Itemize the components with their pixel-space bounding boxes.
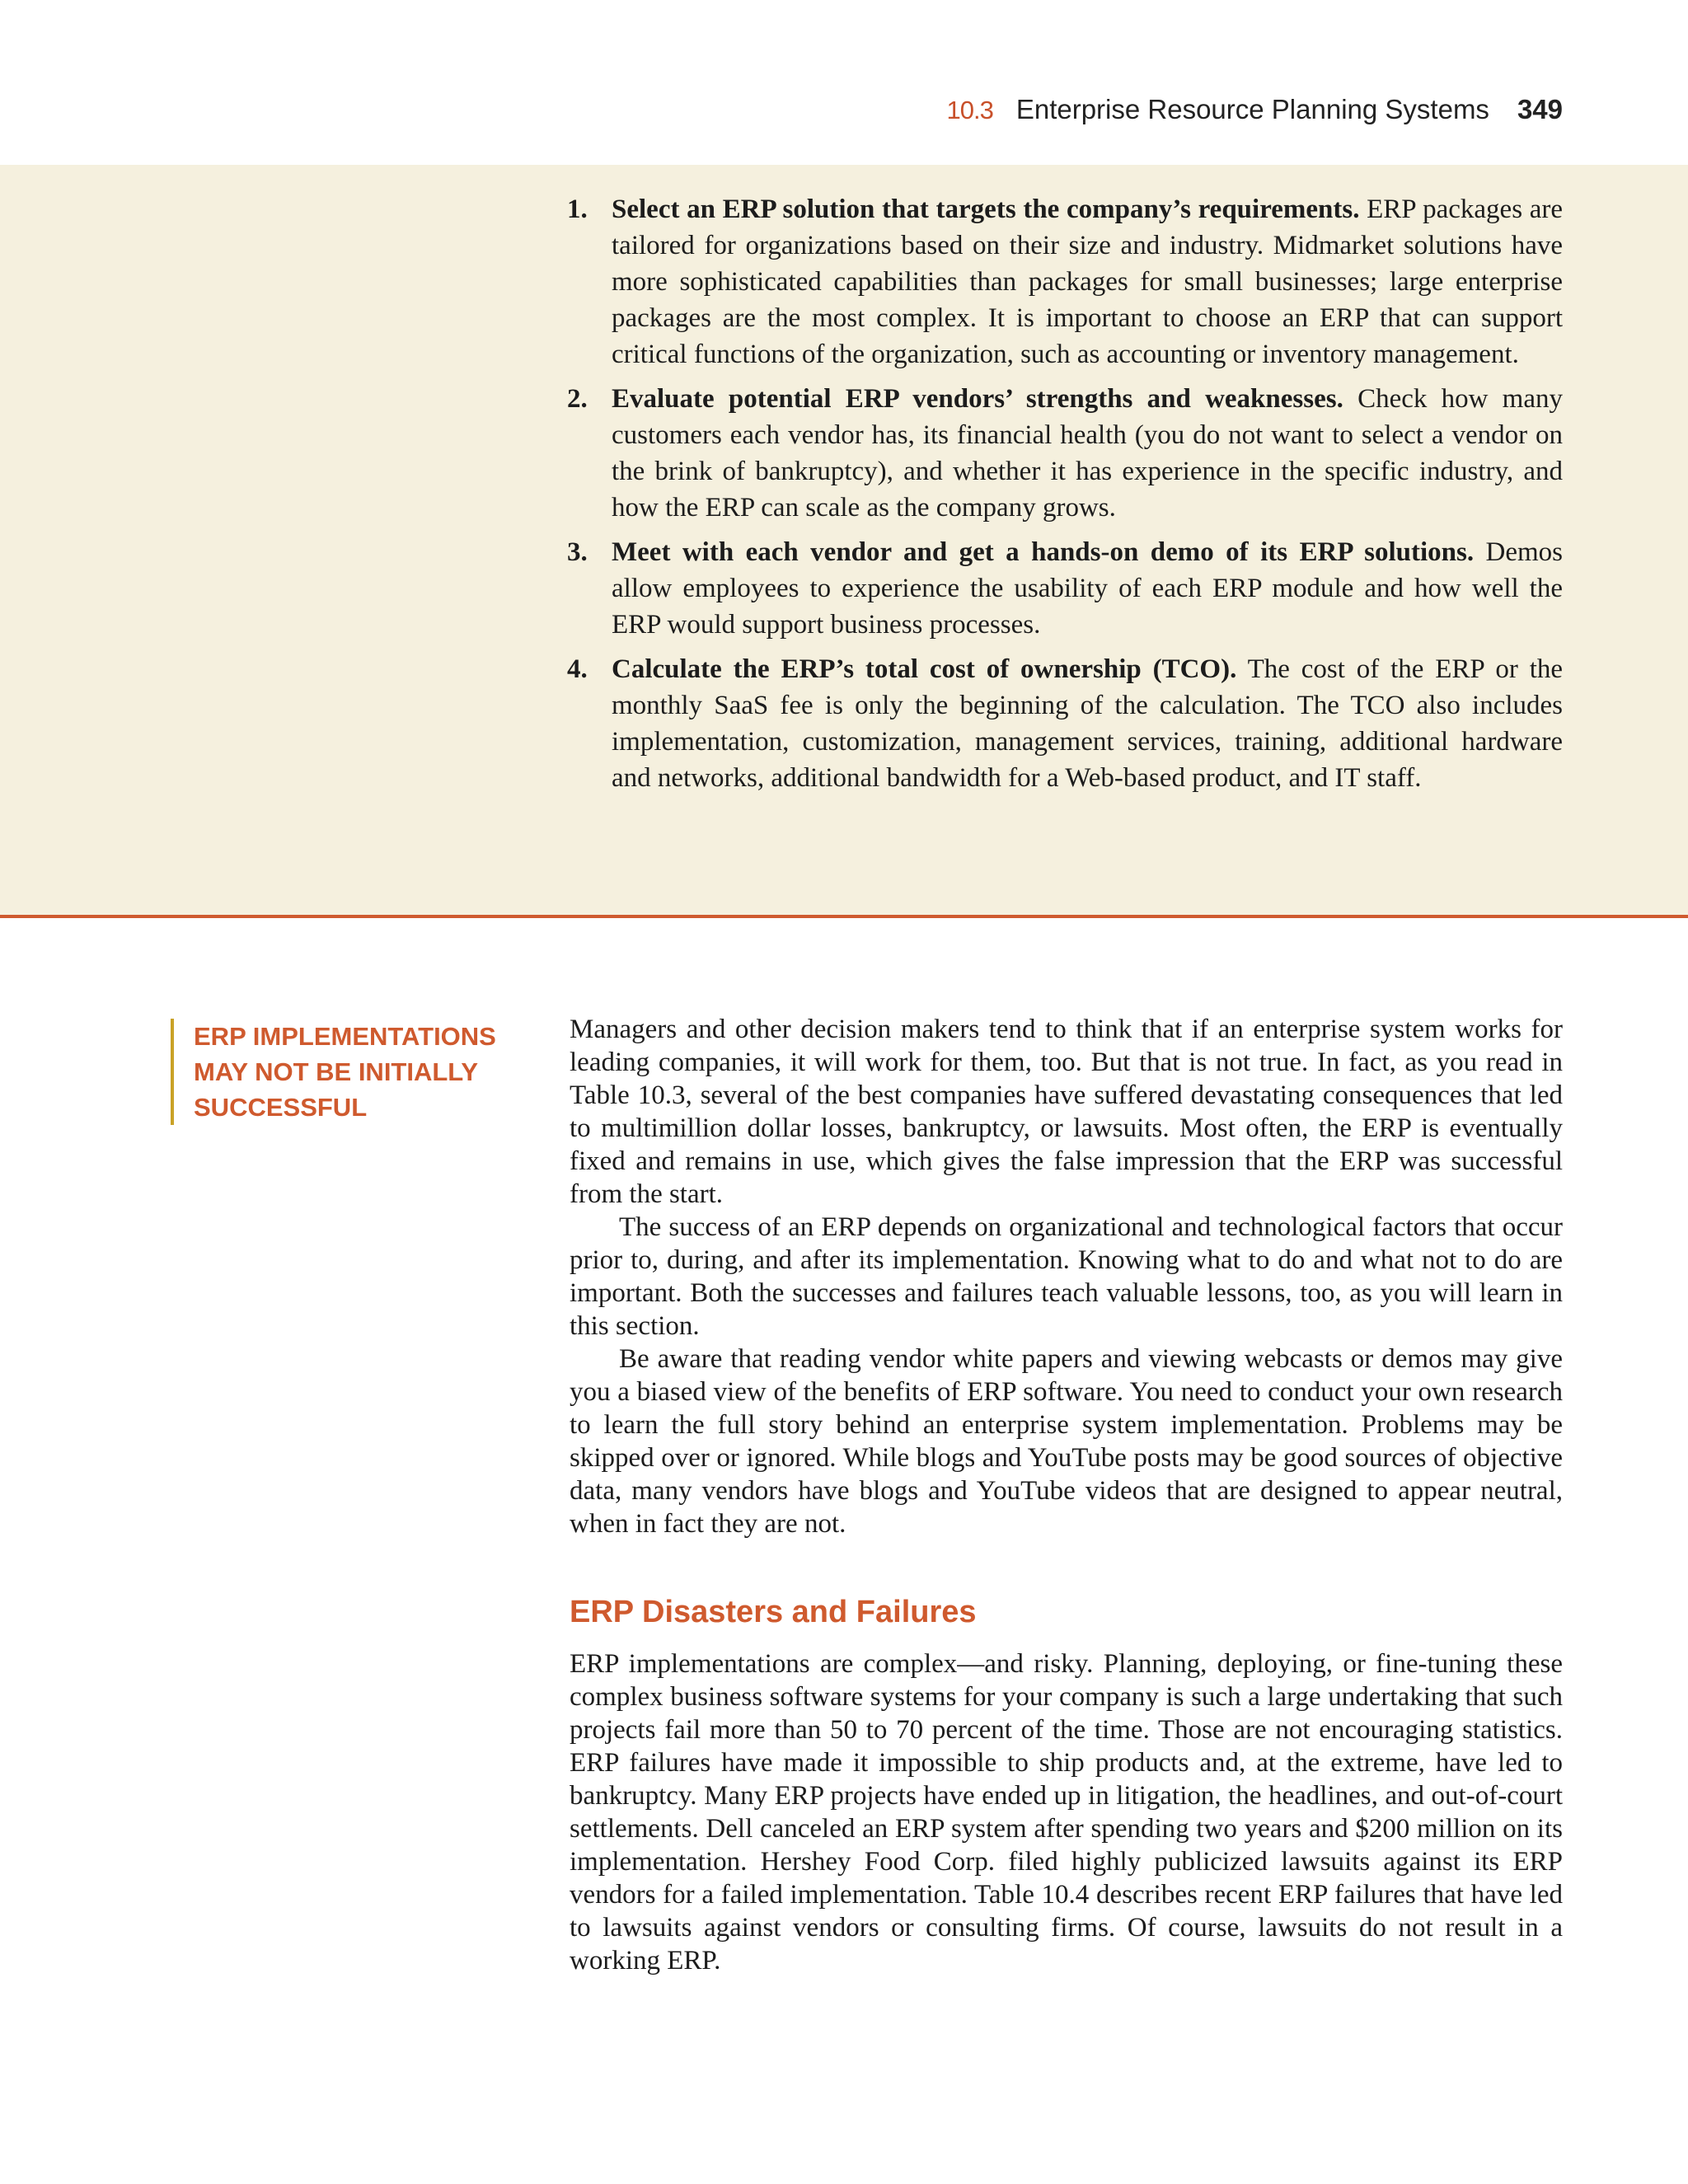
list-item bbox=[567, 381, 1563, 526]
step-text: Check how many customers each vendor has, its financial health (you do not want to select a vendor on the brink of bankruptcy), and whether it has experience in the specific industry, and how the ERP can scale as the company grows. bbox=[612, 384, 1563, 523]
step-number: 2. bbox=[567, 384, 588, 414]
step-lead: Select an ERP solution that targets the company’s requirements. bbox=[612, 194, 1360, 224]
section-title: Enterprise Resource Planning Systems bbox=[1015, 94, 1489, 124]
step-text: Demos allow employees to experience the usability of each ERP module and how well the ERP would support business processes. bbox=[612, 537, 1563, 640]
page-number: 349 bbox=[1517, 94, 1563, 124]
subsection-paragraph: ERP implementations are complex—and risky. Planning, deploying, or fine-tuning these complex business software systems for your company is such a large undertaking that such projects fail more than 50 to 70 percent of the time. Those are not encouraging statistics. ERP failures have made it impossible to ship products and, at the extreme, have led to bankruptcy. Many ERP projects have ended up in litigation, the headlines, and out-of-court settlements. Dell canceled an ERP system after spending two years and $200 million on its implementation. Hershey Food Corp. filed highly publicized lawsuits against its ERP vendors for a failed implementation. Table 10.4 describes recent ERP failures that have led to lawsuits against vendors or consulting firms. Of course, lawsuits do not result in a working ERP. bbox=[570, 1649, 1563, 1975]
main-text bbox=[570, 1013, 1563, 1977]
body-paragraph: The success of an ERP depends on organizational and technological factors that occur prior to, during, and after its implementation. Knowing what to do and what not to do are important. Both the successes and failures teach valuable lessons, too, as you will learn in this section. bbox=[570, 1212, 1563, 1341]
list-item bbox=[567, 534, 1563, 643]
body-paragraph: Be aware that reading vendor white papers and viewing webcasts or demos may give you a biased view of the benefits of ERP software. You need to conduct your own research to learn the full story behind an enterprise system implementation. Problems may be skipped over or ignored. While blogs and YouTube posts may be good sources of objective data, many vendors have blogs and YouTube videos that are designed to appear neutral, when in fact they are not. bbox=[570, 1344, 1563, 1539]
step-number: 3. bbox=[567, 537, 588, 567]
step-lead: Evaluate potential ERP vendors’ strengths and weaknesses. bbox=[612, 384, 1343, 414]
step-number: 1. bbox=[567, 194, 588, 224]
list-item bbox=[567, 191, 1563, 373]
margin-heading: ERP IMPLEMENTATIONS MAY NOT BE INITIALLY SUCCESSFUL bbox=[171, 1019, 556, 1125]
step-lead: Meet with each vendor and get a hands-on demo of its ERP solutions. bbox=[612, 537, 1475, 567]
steps-list bbox=[567, 191, 1563, 804]
subsection-heading: ERP Disasters and Failures bbox=[570, 1595, 977, 1629]
step-number: 4. bbox=[567, 654, 588, 684]
step-text: The cost of the ERP or the monthly SaaS fee is only the beginning of the calculation. The TCO also includes implementation, customization, management services, training, additional hardware and networks, additional bandwidth for a Web-based product, and IT staff. bbox=[612, 654, 1564, 793]
list-item bbox=[567, 651, 1563, 796]
step-lead: Calculate the ERP’s total cost of ownership (TCO). bbox=[612, 654, 1237, 684]
section-number: 10.3 bbox=[946, 96, 993, 124]
body-paragraph: Managers and other decision makers tend to think that if an enterprise system works for leading companies, it will work for them, too. But that is not true. In fact, as you read in Table 10.3, several of the best companies have suffered devastating consequences that led to multimillion dollar losses, bankruptcy, or lawsuits. Most often, the ERP is eventually fixed and remains in use, which gives the false impression that the ERP was successful from the start. bbox=[570, 1015, 1563, 1209]
step-text: ERP packages are tailored for organizations based on their size and industry. Midmarket solutions have more sophisticated capabilities than packages for small businesses; large enterprise packages are the most complex. It is important to choose an ERP that can support critical functions of the organization, such as accounting or inventory management. bbox=[612, 194, 1563, 369]
running-header bbox=[946, 94, 1563, 125]
